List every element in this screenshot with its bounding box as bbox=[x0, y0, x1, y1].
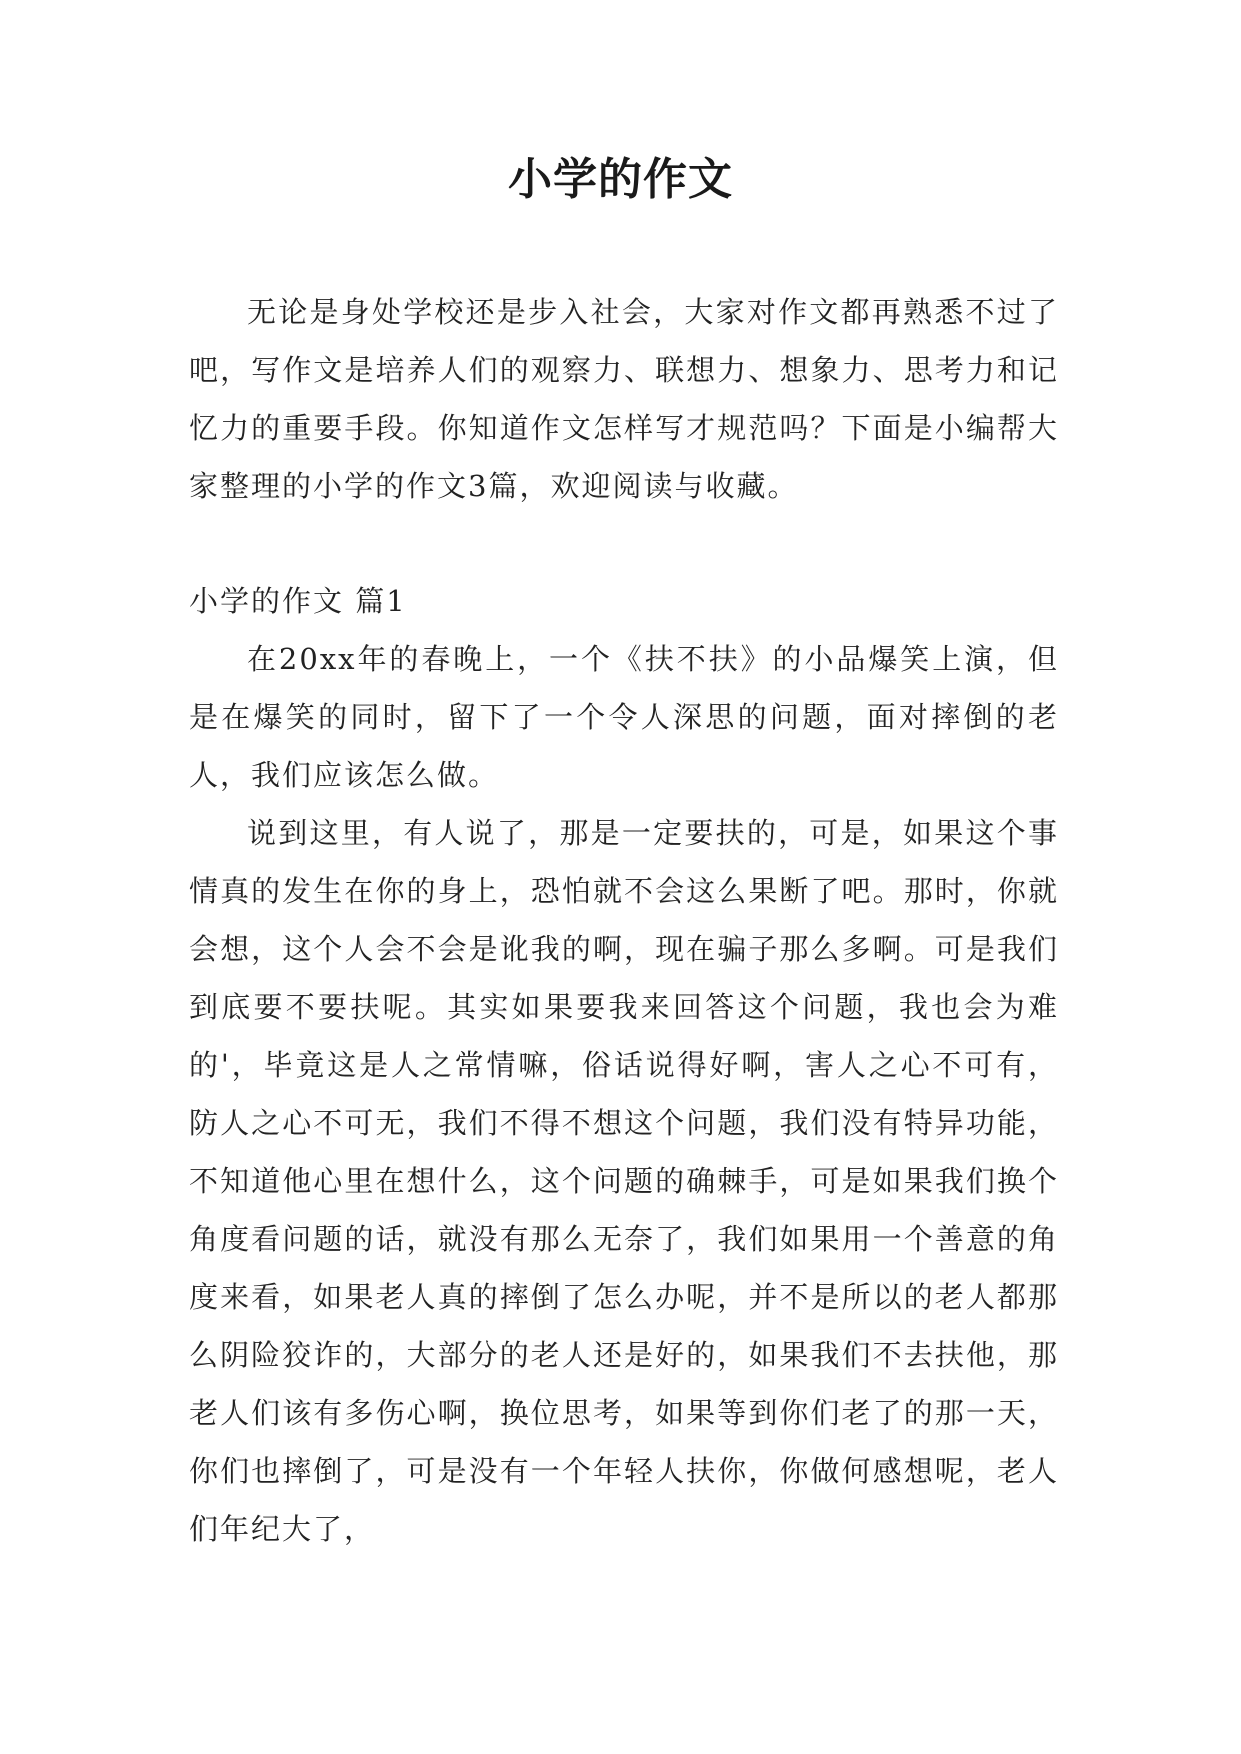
body-paragraph: 说到这里，有人说了，那是一定要扶的，可是，如果这个事情真的发生在你的身上，恐怕就不会这么果断了吧。那时，你就会想，这个人会不会是讹我的啊，现在骗子那么多啊。可是我们到底要不要扶呢。其实如果要我来回答这个问题，我也会为难的'，毕竟这是人之常情嘛，俗话说得好啊，害人之心不可有，防人之心不可无，我们不得不想这个问题，我们没有特异功能，不知道他心里在想什么，这个问题的确棘手，可是如果我们换个角度看问题的话，就没有那么无奈了，我们如果用一个善意的角度来看，如果老人真的摔倒了怎么办呢，并不是所以的老人都那么阴险狡诈的，大部分的老人还是好的，如果我们不去扶他，那老人们该有多伤心啊，换位思考，如果等到你们老了的那一天，你们也摔倒了，可是没有一个年轻人扶你，你做何感想呢，老人们年纪大了， bbox=[189, 816, 1059, 1546]
body-paragraph: 在20xx年的春晚上，一个《扶不扶》的小品爆笑上演，但是在爆笑的同时，留下了一个令人深思的问题，面对摔倒的老人，我们应该怎么做。 bbox=[189, 642, 1059, 792]
document-body bbox=[189, 283, 1059, 1558]
intro-paragraph: 无论是身处学校还是步入社会，大家对作文都再熟悉不过了吧，写作文是培养人们的观察力、联想力、想象力、思考力和记忆力的重要手段。你知道作文怎样写才规范吗？下面是小编帮大家整理的小学的作文3篇，欢迎阅读与收藏。 bbox=[189, 295, 1059, 503]
section-heading: 小学的作文 篇1 bbox=[189, 584, 407, 618]
page-title: 小学的作文 bbox=[508, 154, 733, 205]
